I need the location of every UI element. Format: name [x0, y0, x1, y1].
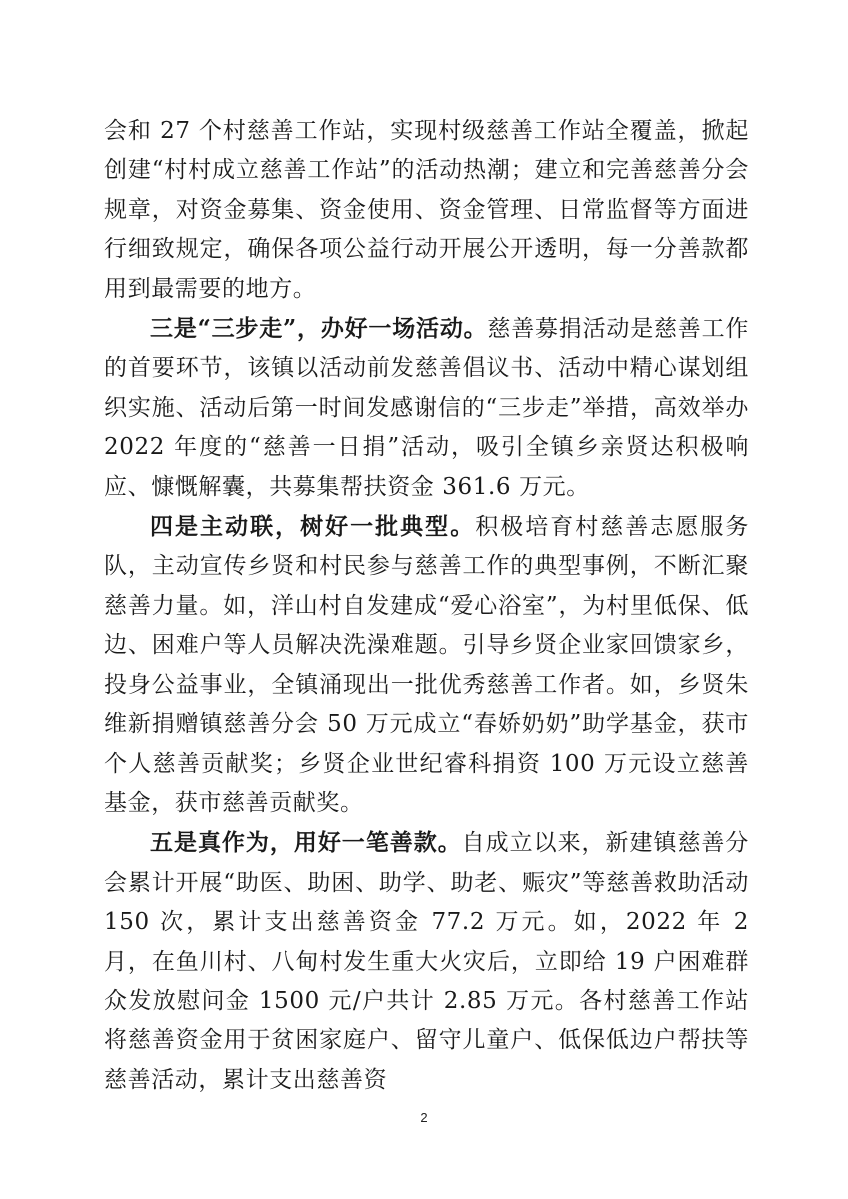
paragraph-lead-heading: 五是真作为，用好一笔善款。 [150, 829, 462, 857]
paragraph-text: 积极培育村慈善志愿服务队，主动宣传乡贤和村民参与慈善工作的典型事例，不断汇聚慈善力量。如，洋山村自发建成“爱心浴室”，为村里低保、低边、困难户等人员解决洗澡难题。引导乡贤企业家回馈家乡，投身公益事业，全镇涌现出一批优秀慈善工作者。如，乡贤朱维新捐赠镇慈善分会 50 万元成立“春娇奶奶”助学基金，获市个人慈善贡献奖；乡贤企业世纪睿科捐资 100 万元设立慈善基金，获市慈善贡献奖。 [104, 514, 749, 816]
document-body [104, 112, 749, 1100]
page-number: 2 [420, 1110, 428, 1125]
paragraph-three-step [104, 309, 749, 507]
paragraph-text: 自成立以来，新建镇慈善分会累计开展“助医、助困、助学、助老、赈灾”等慈善救助活动 150 次，累计支出慈善资金 77.2 万元。如，2022 年 2 月，在鱼川村、八甸村发生重大火灾后，立即给 19 户困难群众发放慰问金 1500 元/户共计 2.85 万元。各村慈善工作站将慈善资金用于贫困家庭户、留守儿童户、低保低边户帮扶等慈善活动，累计支出慈善资 [104, 830, 749, 1093]
paragraph-lead-heading: 三是“三步走”，办好一场活动。 [150, 315, 488, 343]
paragraph-text: 会和 27 个村慈善工作站，实现村级慈善工作站全覆盖，掀起创建“村村成立慈善工作站”的活动热潮；建立和完善慈善分会规章，对资金募集、资金使用、资金管理、日常监督等方面进行细致规定，确保各项公益行动开展公开透明，每一分善款都用到最需要的地方。 [104, 118, 749, 302]
paragraph-typical-examples [104, 507, 749, 823]
paragraph-use-funds [104, 823, 749, 1100]
paragraph-text: 慈善募捐活动是慈善工作的首要环节，该镇以活动前发慈善倡议书、活动中精心谋划组织实施、活动后第一时间发感谢信的“三步走”举措，高效举办 2022 年度的“慈善一日捐”活动，吸引全镇乡亲贤达积极响应、慷慨解囊，共募集帮扶资金 361.6 万元。 [104, 316, 749, 500]
paragraph-continuation [104, 112, 749, 309]
paragraph-lead-heading: 四是主动联，树好一批典型。 [150, 513, 476, 541]
